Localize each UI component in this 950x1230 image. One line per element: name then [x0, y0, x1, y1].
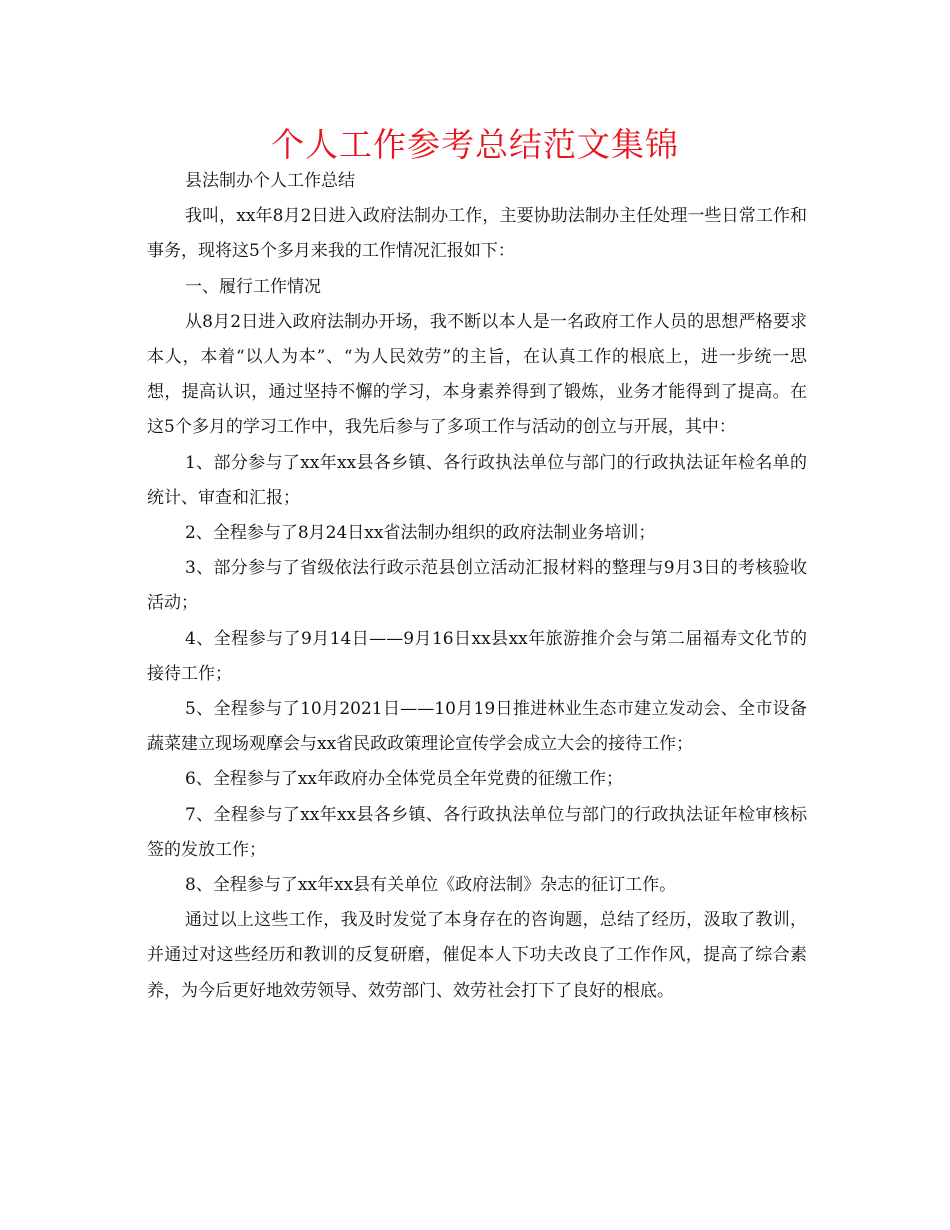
- body-paragraph: 从8月2日进入政府法制办开场，我不断以本人是一名政府工作人员的思想严格要求本人，本着“以人为本”、“为人民效劳”的主旨，在认真工作的根底上，进一步统一思想，提高认识，通过坚持不懈的学习，本身素养得到了锻炼，业务才能得到了提高。在这5个多月的学习工作中，我先后参与了多项工作与活动的创立与开展，其中：: [147, 311, 807, 438]
- conclusion-paragraph: 通过以上这些工作，我及时发觉了本身存在的咨询题，总结了经历，汲取了教训，并通过对这些经历和教训的反复研磨，催促本人下功夫改良了工作作风，提高了综合素养，为今后更好地效劳领导、效劳部门、效劳社会打下了良好的根底。: [147, 910, 807, 1001]
- subtitle-paragraph: 县法制办个人工作总结: [185, 171, 355, 191]
- list-item-5: 5、全程参与了10月2021日——10月19日推进林业生态市建立发动会、全市设备蔬菜建立现场观摩会与xx省民政政策理论宣传学会成立大会的接待工作；: [147, 699, 807, 755]
- list-item-4: 4、全程参与了9月14日——9月16日xx县xx年旅游推介会与第二届福寿文化节的接待工作；: [147, 628, 807, 684]
- list-item-8: 8、全程参与了xx年xx县有关单位《政府法制》杂志的征订工作。: [185, 875, 677, 896]
- document-body: [147, 164, 807, 1009]
- document-title: 个人工作参考总结范文集锦: [271, 125, 679, 164]
- list-item-1: 1、部分参与了xx年xx县各乡镇、各行政执法单位与部门的行政执法证年检名单的统计、审查和汇报；: [147, 452, 807, 508]
- list-item-7: 7、全程参与了xx年xx县各乡镇、各行政执法单位与部门的行政执法证年检审核标签的发放工作；: [147, 804, 807, 860]
- list-item-2: 2、全程参与了8月24日xx省法制办组织的政府法制业务培训；: [185, 523, 656, 544]
- intro-paragraph: 我叫，xx年8月2日进入政府法制办工作，主要协助法制办主任处理一些日常工作和事务，现将这5个多月来我的工作情况汇报如下：: [147, 206, 807, 262]
- list-item-3: 3、部分参与了省级依法行政示范县创立活动汇报材料的整理与9月3日的考核验收活动；: [147, 558, 807, 614]
- list-item-6: 6、全程参与了xx年政府办全体党员全年党费的征缴工作；: [185, 769, 623, 790]
- section-heading: 一、履行工作情况: [185, 276, 321, 297]
